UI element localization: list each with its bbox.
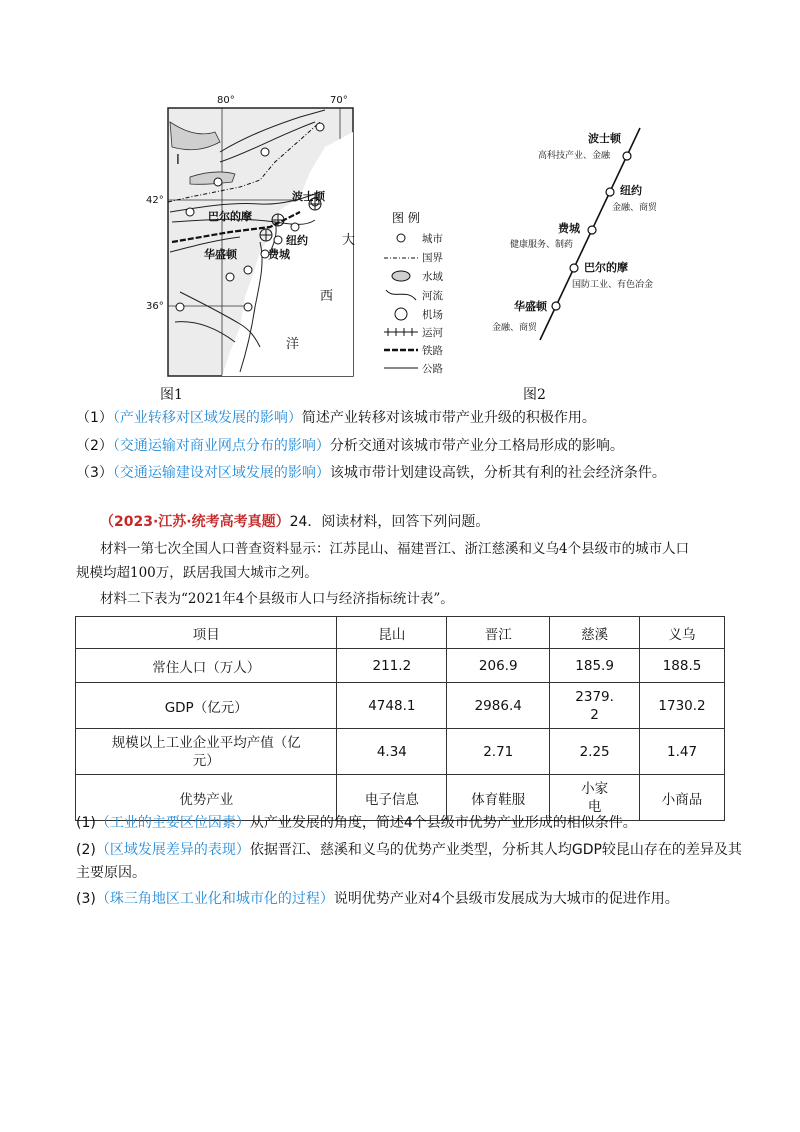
legend-item-airport: 机场 [422,309,443,321]
table-header-cell: 昆山 [337,617,447,649]
question-number: （3） [76,465,113,481]
question-number: (1) [76,815,96,831]
table-cell: 185.9 [550,649,640,683]
legend-item-water: 水域 [422,271,443,283]
question-1-1 [76,408,596,428]
question-text: 说明优势产业对4个县级市发展成为大城市的促进作用。 [333,891,679,907]
table-row [76,649,725,683]
table-cell: 2.71 [447,729,550,775]
table-cell: 1730.2 [640,683,725,729]
legend-item-road: 公路 [422,363,443,375]
table-header-cell: 晋江 [447,617,550,649]
figure-1-caption: 图1 [160,387,183,403]
node-industry-baltimore: 国防工业、有色冶金 [572,280,654,290]
table-cell: 2986.4 [447,683,550,729]
table-cell: GDP（亿元） [76,683,337,729]
legend-item-canal: 运河 [422,327,443,339]
question-24-2-continued: 主要原因。 [76,865,146,881]
node-industry-boston: 高科技产业、金融 [538,151,611,161]
lon-label-70: 70° [330,95,348,106]
legend-item-border: 国界 [422,252,443,264]
lon-label-80: 80° [217,95,235,106]
question-number: (3) [76,891,96,907]
question-number: (2) [76,842,96,858]
table-cell: 2379. 2 [550,683,640,729]
lat-label-36: 36° [146,301,164,312]
city-label-washington: 华盛顿 [204,248,237,261]
question-number: （1） [76,410,113,426]
table-cell: 206.9 [447,649,550,683]
knowledge-tag-link[interactable]: （交通运输建设对区域发展的影响） [112,465,330,481]
ocean-label-3: 洋 [286,337,300,352]
region-mark: I [176,153,180,168]
table-cell: 常住人口（万人） [76,649,337,683]
question-text: 分析交通对该城市带产业分工格局形成的影响。 [329,438,624,454]
question-text: 简述产业转移对该城市带产业升级的积极作用。 [301,410,596,426]
node-industry-philadelphia: 健康服务、制药 [510,240,574,250]
table-cell: 4748.1 [337,683,447,729]
table-header-cell: 义乌 [640,617,725,649]
question-24-2 [76,840,742,860]
question-1-2 [76,436,624,456]
question-24-1 [76,813,637,833]
table-cell: 1.47 [640,729,725,775]
lat-label-42: 42° [146,195,164,206]
material-1-line-1: 材料一第七次全国人口普查资料显示：江苏昆山、福建晋江、浙江慈溪和义乌4个县级市的城市人口 [100,541,690,557]
node-city-washington: 华盛顿 [514,300,547,313]
legend-water-symbol [392,271,410,281]
table-cell: 2.25 [550,729,640,775]
figure-2-diagram [480,120,660,350]
question-number: （2） [76,438,113,454]
table-header-cell: 慈溪 [550,617,640,649]
legend-item-rail: 铁路 [422,345,443,357]
knowledge-tag-link[interactable]: （区域发展差异的表现） [95,842,250,858]
figure-2-caption: 图2 [523,387,546,403]
map-legend [384,210,443,375]
table-row [76,729,725,775]
legend-item-river: 河流 [422,290,443,302]
legend-canal-symbol [384,328,418,336]
table-cell: 211.2 [337,649,447,683]
question-24-3 [76,889,679,909]
material-2: 材料二下表为“2021年4个县级市人口与经济指标统计表”。 [100,591,454,607]
node-industry-washington: 金融、商贸 [492,323,538,333]
question-text: 依据晋江、慈溪和义乌的优势产业类型，分析其人均GDP较昆山存在的差异及其 [249,842,742,858]
ocean-label-1: 大 [342,233,356,248]
knowledge-tag-link[interactable]: （产业转移对区域发展的影响） [112,410,302,426]
figure-1-map [146,92,470,382]
table-cell: 188.5 [640,649,725,683]
table-cell: 小家 电 [550,775,640,821]
question-text: 该城市带计划建设高铁，分析其有利的社会经济条件。 [329,465,666,481]
node-city-philadelphia: 费城 [558,222,580,235]
node-city-boston: 波士顿 [588,132,621,145]
table-header-row [76,617,725,649]
table-cell: 体育鞋服 [447,775,550,821]
knowledge-tag-link[interactable]: （交通运输对商业网点分布的影响） [112,438,330,454]
node-industry-newyork: 金融、商贸 [612,203,658,213]
node-city-newyork: 纽约 [620,184,642,197]
table-row [76,683,725,729]
legend-item-city: 城市 [422,233,443,245]
knowledge-tag-link[interactable]: （工业的主要区位因素） [95,815,250,831]
material-1-line-2: 规模均超100万，跃居我国大城市之列。 [76,565,318,581]
city-label-philadelphia: 费城 [268,248,290,261]
table-cell: 电子信息 [337,775,447,821]
city-label-baltimore: 巴尔的摩 [208,210,252,223]
question-intro: 24．阅读材料，回答下列问题。 [289,514,490,530]
table-cell: 小商品 [640,775,725,821]
stats-table [75,616,725,821]
exam-source: （2023·江苏·统考高考真题） [100,514,290,530]
table-cell: 规模以上工业企业平均产值（亿 元） [76,729,337,775]
legend-river-symbol [386,290,416,300]
ocean-label-2: 西 [320,289,334,304]
table-cell: 4.34 [337,729,447,775]
city-label-boston: 波士顿 [292,190,325,203]
legend-city-symbol [397,234,405,242]
table-header-cell: 项目 [76,617,337,649]
question-text: 从产业发展的角度，简述4个县级市优势产业形成的相似条件。 [249,815,637,831]
question-1-3 [76,463,666,483]
legend-airport-icon [395,308,407,320]
legend-title: 图 例 [392,211,420,225]
question-24-heading [100,512,489,532]
table-cell: 优势产业 [76,775,337,821]
node-city-baltimore: 巴尔的摩 [584,261,628,274]
knowledge-tag-link[interactable]: （珠三角地区工业化和城市化的过程） [95,891,334,907]
city-label-newyork: 纽约 [286,234,308,247]
